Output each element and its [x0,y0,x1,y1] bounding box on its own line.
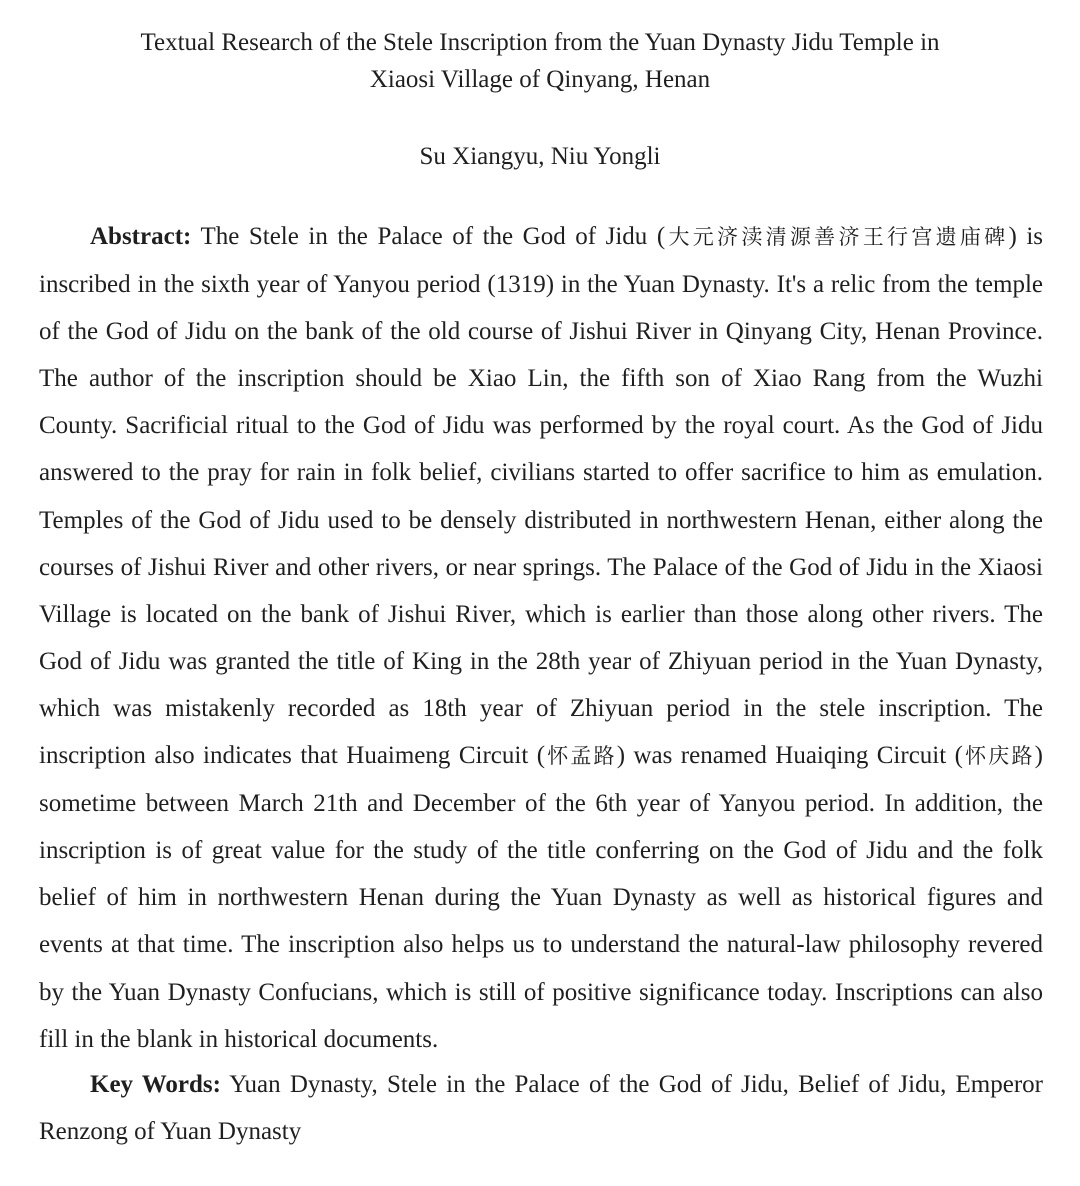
paper-title-line-1: Textual Research of the Stele Inscription from the Yuan Dynasty Jidu Temple in [140,29,940,56]
paper-title-line-2: Xiaosi Village of Qinyang, Henan [369,66,711,93]
paper-authors: Su Xiangyu, Niu Yongli [419,143,661,170]
abstract-text-part-1: The Stele in the Palace of the God of Jidu ( [191,223,666,250]
abstract-chinese-stele-name: 大元济渎清源善济王行宫遗庙碑 [665,225,1009,249]
keywords-paragraph [39,1061,1043,1155]
abstract-text-part-2: ) is inscribed in the sixth year of Yanyou period (1319) in the Yuan Dynasty. It's a relic from the temple of the God of Jidu on the bank of the old course of Jishui River in Qinyang City, Henan Province. The author of the inscription should be Xiao Lin, the fifth son of Xiao Rang from the Wuzhi County. Sacrificial ritual to the God of Jidu was performed by the royal court. As the God of Jidu answered to the pray for rain in folk belief, civilians started to offer sacrifice to him as emulation. Temples of the God of Jidu used to be densely distributed in northwestern Henan, either along the courses of Jishui River and other rivers, or near springs. The Palace of the God of Jidu in the Xiaosi Village is located on the bank of Jishui River, which is earlier than those along other rivers. The God of Jidu was granted the title of King in the 28th year of Zhiyuan period in the Yuan Dynasty, which was mistakenly recorded as 18th year of Zhiyuan period in the stele inscription. The inscription also indicates that Huaimeng Circuit ( [39,223,1044,770]
abstract-text-part-3: ) was renamed Huaiqing Circuit ( [616,742,963,770]
keywords-text: Yuan Dynasty, Stele in the Palace of the God of Jidu, Belief of Jidu, Emperor Renzong of Yuan Dynasty [39,1071,1043,1146]
abstract-chinese-huaimeng: 怀孟路 [545,744,617,769]
paper-title [0,24,1080,98]
abstract-chinese-huaiqing: 怀庆路 [962,744,1035,769]
abstract-text-part-4: ) sometime between March 21th and December of the 6th year of Yanyou period. In addition, the inscription is of great value for the study of the title conferring on the God of Jidu and the folk belief of him in northwestern Henan during the Yuan Dynasty as well as historical figures and events at that time. The inscription also helps us to understand the natural-law philosophy revered by the Yuan Dynasty Confucians, which is still of positive significance today. Inscriptions can also fill in the blank in historical documents. [39,742,1043,1053]
keywords-label: Key Words: [90,1071,221,1098]
abstract-paragraph [39,213,1043,1063]
abstract-label: Abstract: [90,223,192,250]
